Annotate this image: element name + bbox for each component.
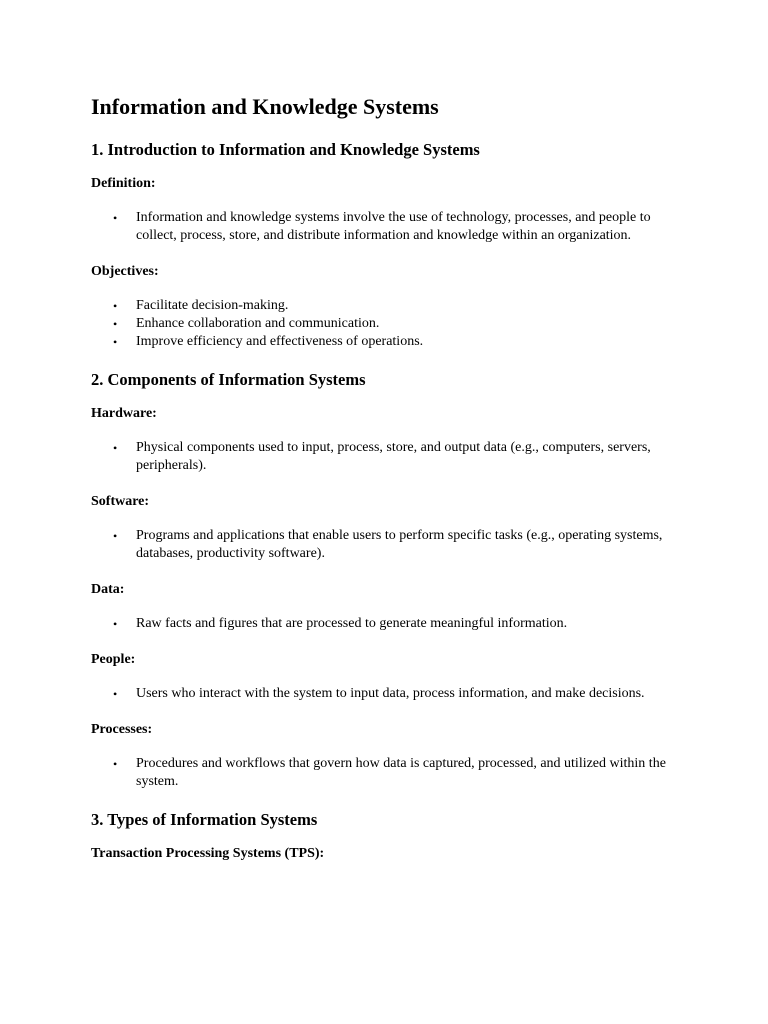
section-heading: 3. Types of Information Systems [91, 810, 318, 829]
bullet-list [91, 297, 691, 351]
section-heading: 1. Introduction to Information and Knowledge Systems [91, 140, 480, 159]
bullet-icon: • [113, 335, 118, 349]
bullet-icon: • [113, 687, 118, 701]
subsection-label: Hardware: [91, 406, 157, 421]
list-item [91, 315, 691, 333]
list-item [91, 297, 691, 315]
bullet-icon: • [113, 317, 118, 331]
subsection-label: Definition: [91, 176, 156, 191]
list-item [91, 333, 691, 351]
list-item-text: Enhance collaboration and communication. [136, 316, 380, 331]
subsection-label: Objectives: [91, 264, 159, 279]
list-item-text: Improve efficiency and effectiveness of operations. [136, 334, 424, 349]
subsection-label: Processes: [91, 722, 153, 737]
list-item-text: Information and knowledge systems involve the use of technology, processes, and people to collect, process, store, and distribute information and knowledge within an organization. [136, 210, 651, 243]
list-item [91, 439, 691, 475]
list-item-text: Programs and applications that enable users to perform specific tasks (e.g., operating systems, databases, productivity software). [136, 528, 663, 561]
subsection-label: Data: [91, 582, 125, 597]
list-item [91, 755, 691, 791]
bullet-icon: • [113, 299, 118, 313]
section-heading: 2. Components of Information Systems [91, 370, 366, 389]
list-item-text: Users who interact with the system to input data, process information, and make decisions. [136, 686, 645, 701]
document-title: Information and Knowledge Systems [91, 94, 439, 119]
subsection-label: People: [91, 652, 136, 667]
bullet-list [91, 209, 691, 245]
list-item-text: Raw facts and figures that are processed to generate meaningful information. [136, 616, 568, 631]
bullet-icon: • [113, 617, 118, 631]
list-item-text: Procedures and workflows that govern how data is captured, processed, and utilized within the system. [136, 756, 666, 789]
subsection-label: Software: [91, 494, 150, 509]
list-item [91, 615, 691, 633]
bullet-list [91, 527, 691, 563]
bullet-icon: • [113, 211, 118, 225]
document-page [91, 92, 691, 879]
list-item-text: Facilitate decision-making. [136, 298, 289, 313]
list-item-text: Physical components used to input, process, store, and output data (e.g., computers, servers, peripherals). [136, 440, 651, 473]
subsection-label: Transaction Processing Systems (TPS): [91, 846, 325, 861]
list-item [91, 685, 691, 703]
list-item [91, 209, 691, 245]
bullet-icon: • [113, 529, 118, 543]
bullet-icon: • [113, 441, 118, 455]
bullet-icon: • [113, 757, 118, 771]
bullet-list [91, 615, 691, 633]
bullet-list [91, 439, 691, 475]
bullet-list [91, 755, 691, 791]
bullet-list [91, 685, 691, 703]
list-item [91, 527, 691, 563]
